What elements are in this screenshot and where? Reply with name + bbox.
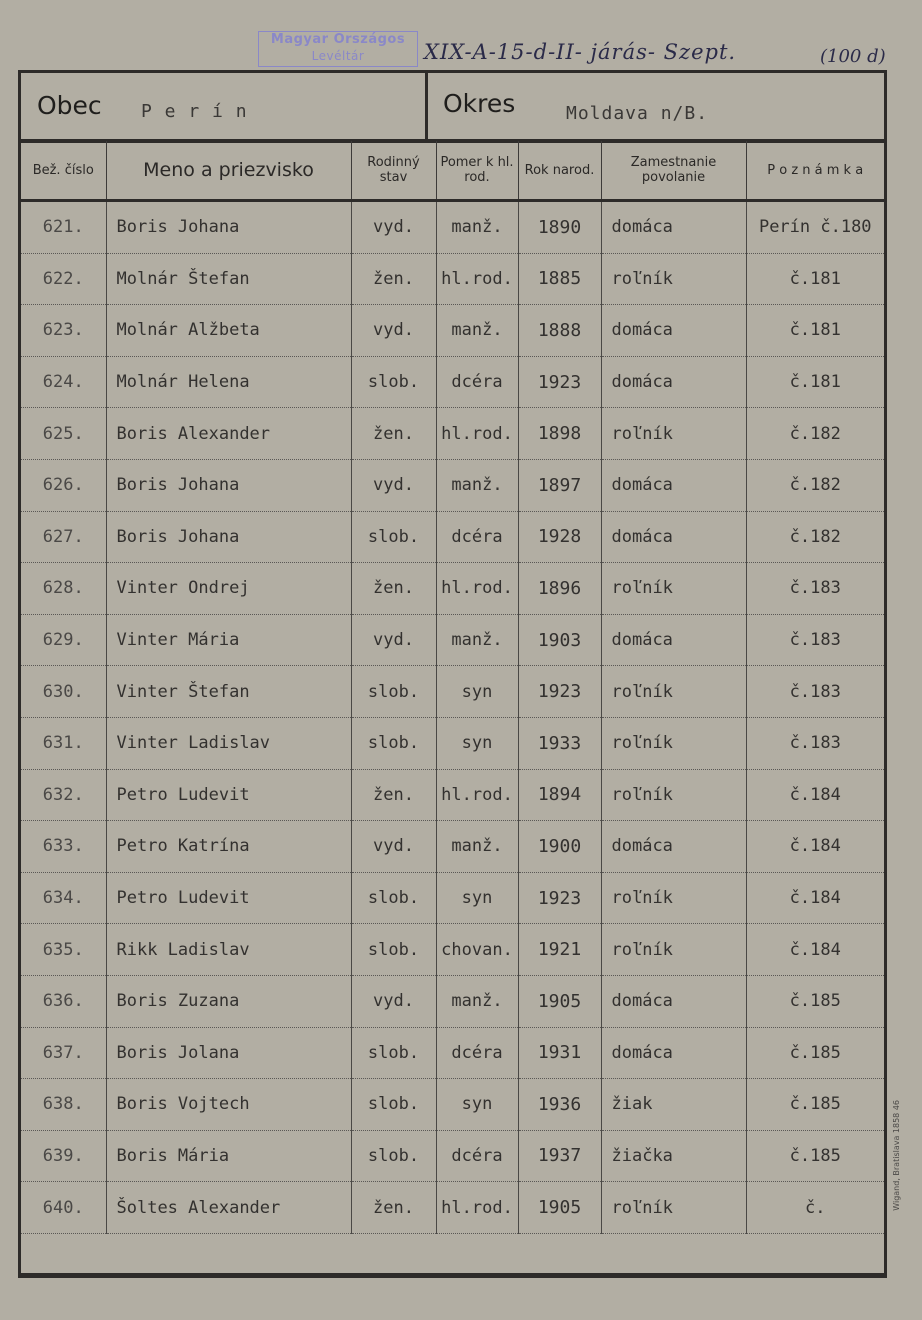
col-rok: Rok narod.: [518, 141, 601, 201]
table-row: [21, 717, 884, 769]
cell-stav: vyd.: [351, 821, 436, 873]
cell-rok: 1921: [518, 924, 601, 976]
form-header: [21, 73, 884, 143]
cell-stav: vyd.: [351, 614, 436, 666]
cell-poznamka: č.182: [746, 408, 884, 460]
cell-stav: slob.: [351, 872, 436, 924]
cell-meno: Vinter Ladislav: [106, 717, 351, 769]
table-row: [21, 201, 884, 254]
cell-meno: Boris Johana: [106, 511, 351, 563]
col-poznamka: P o z n á m k a: [746, 141, 884, 201]
cell-zamestnanie: domáca: [601, 305, 746, 357]
cell-meno: Molnár Helena: [106, 356, 351, 408]
cell-zamestnanie: domáca: [601, 459, 746, 511]
cell-meno: Molnár Alžbeta: [106, 305, 351, 357]
cell-zamestnanie: žiak: [601, 1079, 746, 1131]
cell-rok: 1923: [518, 356, 601, 408]
cell-pomer: dcéra: [436, 356, 518, 408]
table-row: [21, 1079, 884, 1131]
printer-imprint: Wigand, Bratislava 1858 46: [892, 1100, 901, 1211]
cell-rok: 1894: [518, 769, 601, 821]
col-pomer: Pomer k hl. rod.: [436, 141, 518, 201]
stamp-line1: Magyar Országos: [270, 32, 406, 47]
cell-pomer: manž.: [436, 201, 518, 254]
cell-pomer: hl.rod.: [436, 563, 518, 615]
cell-poznamka: č.184: [746, 769, 884, 821]
cell-zamestnanie: roľník: [601, 666, 746, 718]
cell-cislo: 627.: [21, 511, 106, 563]
cell-poznamka: č.185: [746, 975, 884, 1027]
cell-pomer: syn: [436, 717, 518, 769]
cell-cislo: 630.: [21, 666, 106, 718]
cell-meno: Petro Ludevit: [106, 872, 351, 924]
cell-meno: Boris Mária: [106, 1130, 351, 1182]
cell-stav: slob.: [351, 924, 436, 976]
cell-stav: slob.: [351, 1130, 436, 1182]
cell-poznamka: č.185: [746, 1130, 884, 1182]
table-header-row: [21, 141, 884, 201]
cell-zamestnanie: roľník: [601, 717, 746, 769]
cell-rok: 1931: [518, 1027, 601, 1079]
cell-meno: Molnár Štefan: [106, 253, 351, 305]
cell-rok: 1905: [518, 1182, 601, 1234]
cell-rok: 1923: [518, 872, 601, 924]
cell-stav: žen.: [351, 563, 436, 615]
cell-rok: 1885: [518, 253, 601, 305]
obec-label: Obec: [37, 91, 102, 120]
cell-cislo: 632.: [21, 769, 106, 821]
table-row: [21, 1182, 884, 1234]
cell-rok: 1923: [518, 666, 601, 718]
cell-cislo: 631.: [21, 717, 106, 769]
table-row: [21, 511, 884, 563]
table-row: [21, 1130, 884, 1182]
cell-zamestnanie: roľník: [601, 769, 746, 821]
table-row: [21, 769, 884, 821]
cell-meno: Boris Johana: [106, 201, 351, 254]
cell-pomer: manž.: [436, 975, 518, 1027]
cell-zamestnanie: domáca: [601, 201, 746, 254]
cell-stav: žen.: [351, 253, 436, 305]
archive-reference: XIX-A-15-d-II- járás- Szept.: [424, 40, 737, 64]
cell-pomer: syn: [436, 1079, 518, 1131]
cell-pomer: dcéra: [436, 511, 518, 563]
cell-cislo: 628.: [21, 563, 106, 615]
cell-zamestnanie: domáca: [601, 821, 746, 873]
cell-zamestnanie: žiačka: [601, 1130, 746, 1182]
cell-poznamka: č.183: [746, 717, 884, 769]
cell-cislo: 637.: [21, 1027, 106, 1079]
census-table: [21, 141, 884, 1234]
table-row: [21, 459, 884, 511]
cell-meno: Rikk Ladislav: [106, 924, 351, 976]
cell-pomer: manž.: [436, 821, 518, 873]
table-row: [21, 821, 884, 873]
cell-pomer: hl.rod.: [436, 769, 518, 821]
cell-poznamka: č.184: [746, 821, 884, 873]
header-divider: [425, 73, 428, 139]
cell-pomer: chovan.: [436, 924, 518, 976]
obec-value: P e r í n: [141, 101, 248, 122]
cell-cislo: 629.: [21, 614, 106, 666]
cell-poznamka: č.184: [746, 924, 884, 976]
cell-meno: Petro Ludevit: [106, 769, 351, 821]
cell-rok: 1936: [518, 1079, 601, 1131]
cell-cislo: 626.: [21, 459, 106, 511]
table-row: [21, 305, 884, 357]
cell-poznamka: č.183: [746, 563, 884, 615]
cell-rok: 1890: [518, 201, 601, 254]
cell-cislo: 625.: [21, 408, 106, 460]
table-row: [21, 408, 884, 460]
cell-cislo: 633.: [21, 821, 106, 873]
cell-rok: 1896: [518, 563, 601, 615]
cell-poznamka: č.182: [746, 511, 884, 563]
census-form: [18, 70, 887, 1278]
cell-pomer: dcéra: [436, 1027, 518, 1079]
cell-stav: vyd.: [351, 201, 436, 254]
cell-cislo: 622.: [21, 253, 106, 305]
cell-stav: žen.: [351, 408, 436, 460]
table-row: [21, 975, 884, 1027]
cell-poznamka: č.184: [746, 872, 884, 924]
cell-poznamka: č.182: [746, 459, 884, 511]
cell-cislo: 636.: [21, 975, 106, 1027]
cell-zamestnanie: roľník: [601, 872, 746, 924]
cell-pomer: manž.: [436, 459, 518, 511]
cell-rok: 1928: [518, 511, 601, 563]
cell-cislo: 621.: [21, 201, 106, 254]
cell-cislo: 624.: [21, 356, 106, 408]
cell-pomer: manž.: [436, 614, 518, 666]
archive-stamp: [258, 31, 418, 67]
okres-value: Moldava n/B.: [566, 103, 709, 124]
cell-zamestnanie: domáca: [601, 614, 746, 666]
cell-zamestnanie: roľník: [601, 408, 746, 460]
cell-cislo: 634.: [21, 872, 106, 924]
cell-poznamka: Perín č.180: [746, 201, 884, 254]
cell-meno: Boris Zuzana: [106, 975, 351, 1027]
cell-rok: 1903: [518, 614, 601, 666]
cell-pomer: dcéra: [436, 1130, 518, 1182]
table-row: [21, 614, 884, 666]
cell-cislo: 638.: [21, 1079, 106, 1131]
cell-cislo: 640.: [21, 1182, 106, 1234]
cell-stav: slob.: [351, 1027, 436, 1079]
cell-pomer: hl.rod.: [436, 408, 518, 460]
cell-meno: Vinter Ondrej: [106, 563, 351, 615]
table-row: [21, 666, 884, 718]
cell-rok: 1897: [518, 459, 601, 511]
cell-pomer: hl.rod.: [436, 253, 518, 305]
cell-pomer: syn: [436, 872, 518, 924]
cell-rok: 1898: [518, 408, 601, 460]
cell-meno: Vinter Mária: [106, 614, 351, 666]
col-stav: Rodinný stav: [351, 141, 436, 201]
cell-zamestnanie: domáca: [601, 511, 746, 563]
cell-poznamka: č.183: [746, 666, 884, 718]
cell-zamestnanie: domáca: [601, 356, 746, 408]
cell-poznamka: č.181: [746, 356, 884, 408]
cell-poznamka: č.185: [746, 1027, 884, 1079]
cell-stav: slob.: [351, 717, 436, 769]
cell-cislo: 639.: [21, 1130, 106, 1182]
cell-pomer: syn: [436, 666, 518, 718]
cell-meno: Šoltes Alexander: [106, 1182, 351, 1234]
cell-meno: Boris Jolana: [106, 1027, 351, 1079]
cell-stav: slob.: [351, 1079, 436, 1131]
okres-label: Okres: [443, 89, 516, 118]
col-meno: Meno a priezvisko: [106, 141, 351, 201]
cell-zamestnanie: domáca: [601, 1027, 746, 1079]
cell-zamestnanie: roľník: [601, 1182, 746, 1234]
cell-stav: žen.: [351, 1182, 436, 1234]
col-cislo: Bež. číslo: [21, 141, 106, 201]
cell-rok: 1905: [518, 975, 601, 1027]
cell-stav: vyd.: [351, 459, 436, 511]
cell-poznamka: č.185: [746, 1079, 884, 1131]
cell-cislo: 635.: [21, 924, 106, 976]
stamp-line2: Levéltár: [311, 49, 365, 63]
cell-stav: žen.: [351, 769, 436, 821]
cell-meno: Vinter Štefan: [106, 666, 351, 718]
cell-cislo: 623.: [21, 305, 106, 357]
cell-rok: 1888: [518, 305, 601, 357]
count-note: (100 d): [820, 46, 886, 67]
cell-zamestnanie: domáca: [601, 975, 746, 1027]
cell-rok: 1937: [518, 1130, 601, 1182]
cell-rok: 1900: [518, 821, 601, 873]
cell-meno: Boris Vojtech: [106, 1079, 351, 1131]
cell-pomer: hl.rod.: [436, 1182, 518, 1234]
cell-pomer: manž.: [436, 305, 518, 357]
cell-poznamka: č.181: [746, 305, 884, 357]
table-row: [21, 563, 884, 615]
cell-stav: vyd.: [351, 975, 436, 1027]
cell-rok: 1933: [518, 717, 601, 769]
table-row: [21, 253, 884, 305]
cell-stav: slob.: [351, 511, 436, 563]
cell-stav: slob.: [351, 356, 436, 408]
cell-poznamka: č.183: [746, 614, 884, 666]
cell-meno: Boris Alexander: [106, 408, 351, 460]
table-row: [21, 1027, 884, 1079]
col-zamestnanie: Zamestnanie povolanie: [601, 141, 746, 201]
cell-stav: slob.: [351, 666, 436, 718]
table-row: [21, 356, 884, 408]
cell-stav: vyd.: [351, 305, 436, 357]
cell-poznamka: č.: [746, 1182, 884, 1234]
cell-meno: Boris Johana: [106, 459, 351, 511]
cell-zamestnanie: roľník: [601, 253, 746, 305]
cell-meno: Petro Katrína: [106, 821, 351, 873]
table-row: [21, 924, 884, 976]
cell-zamestnanie: roľník: [601, 563, 746, 615]
cell-zamestnanie: roľník: [601, 924, 746, 976]
cell-poznamka: č.181: [746, 253, 884, 305]
table-row: [21, 872, 884, 924]
